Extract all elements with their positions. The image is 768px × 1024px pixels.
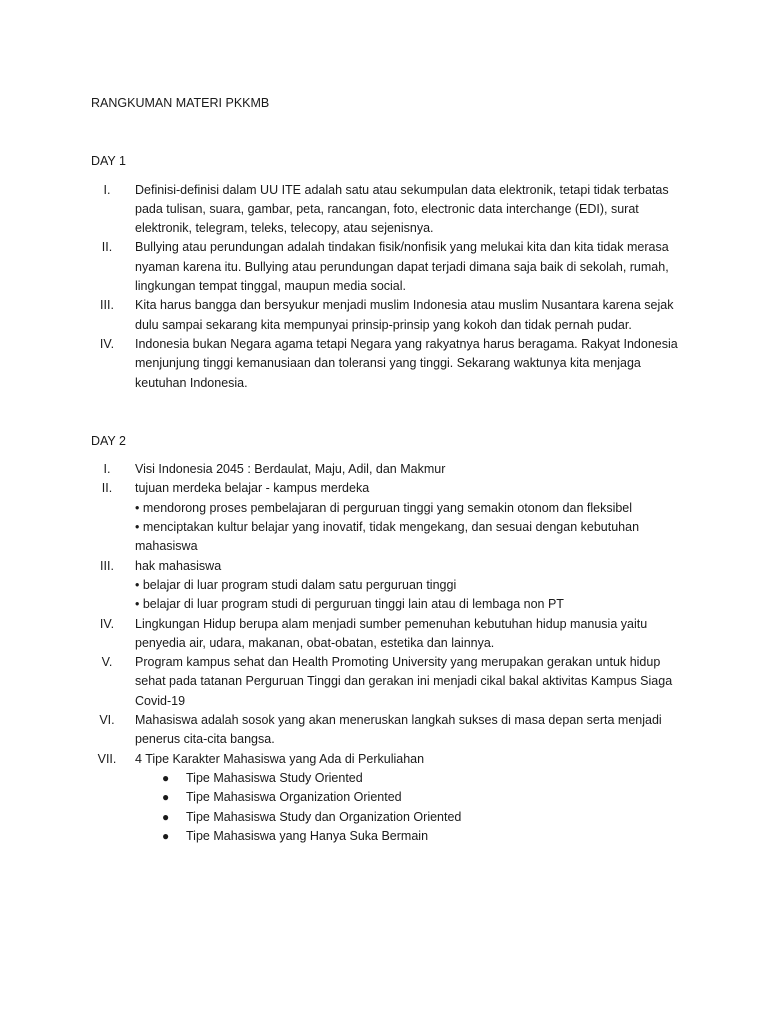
list-numeral: I.	[103, 182, 111, 197]
day1-item-3	[91, 296, 691, 335]
day1-section	[91, 152, 691, 393]
day1-item-4	[91, 335, 691, 393]
day2-item-6	[91, 711, 691, 750]
list-item-text: Program kampus sehat dan Health Promoting University yang merupakan gerakan untuk hidup sehat pada tatanan Perguruan Tinggi dan gerakan ini menjadi cikal bakal aktivitas Kampus Siaga Covid-19	[135, 655, 673, 708]
list-numeral: IV.	[99, 336, 115, 351]
day2-list	[91, 460, 691, 846]
list-item-text: tujuan merdeka belajar - kampus merdeka	[135, 481, 370, 496]
sub-point: • belajar di luar program studi dalam satu perguruan tinggi	[135, 577, 457, 592]
day2-heading: DAY 2	[91, 433, 126, 448]
bullet-list	[135, 769, 691, 846]
day2-item-1	[91, 460, 691, 479]
bullet-item	[135, 769, 691, 788]
bullet-text: Tipe Mahasiswa Study Oriented	[186, 770, 363, 785]
list-item-text: Mahasiswa adalah sosok yang akan meneruskan langkah sukses di masa depan serta menjadi penerus cita-cita bangsa.	[135, 713, 662, 747]
list-item-text: hak mahasiswa	[135, 558, 222, 573]
bullet-icon: ●	[162, 809, 170, 824]
spacer	[91, 451, 691, 460]
day1-heading: DAY 1	[91, 154, 126, 169]
bullet-text: Tipe Mahasiswa yang Hanya Suka Bermain	[186, 828, 429, 843]
bullet-icon: ●	[162, 790, 170, 805]
list-item-text: Indonesia bukan Negara agama tetapi Negara yang rakyatnya harus beragama. Rakyat Indonesia menjunjung tinggi kemanusiaan dan toleransi yang tinggi. Sekarang waktunya kita menjaga keutuhan Indonesia.	[135, 336, 678, 390]
list-item-text: Kita harus bangga dan bersyukur menjadi muslim Indonesia atau muslim Nusantara karena sejak dulu sampai sekarang kita mempunyai prinsip-prinsip yang kokoh dan tidak pernah pudar.	[135, 298, 674, 332]
document-title: RANGKUMAN MATERI PKKMB	[91, 96, 270, 110]
list-item-text: Lingkungan Hidup berupa alam menjadi sumber pemenuhan kebutuhan hidup manusia yaitu penyedia air, udara, makanan, obat-obatan, estetika dan lainnya.	[135, 616, 648, 650]
day1-item-2	[91, 238, 691, 296]
bullet-item	[135, 808, 691, 827]
day2-item-3	[91, 557, 691, 615]
list-numeral: IV.	[99, 616, 115, 631]
bullet-icon: ●	[162, 770, 170, 785]
bullet-item	[135, 827, 691, 846]
spacer	[91, 113, 691, 152]
list-numeral: V.	[101, 655, 113, 670]
spacer	[91, 172, 691, 181]
list-item-text: 4 Tipe Karakter Mahasiswa yang Ada di Perkuliahan	[135, 751, 425, 766]
document-body	[91, 94, 691, 846]
day2-section	[91, 432, 691, 846]
list-numeral: VII.	[97, 751, 117, 766]
day2-item-4	[91, 615, 691, 654]
list-numeral: III.	[100, 298, 114, 313]
bullet-item	[135, 788, 691, 807]
bullet-text: Tipe Mahasiswa Study dan Organization Oriented	[186, 809, 462, 824]
list-item-text: Bullying atau perundungan adalah tindakan fisik/nonfisik yang melukai kita dan kita tidak merasa nyaman karena itu. Bullying atau perundungan dapat terjadi dimana saja baik di sekolah, rumah, lingkungan tempat tinggal, maupun media social.	[135, 240, 669, 294]
list-numeral: I.	[103, 462, 111, 477]
sub-point: • menciptakan kultur belajar yang inovatif, tidak mengekang, dan sesuai dengan kebutuhan mahasiswa	[135, 520, 640, 554]
bullet-text: Tipe Mahasiswa Organization Oriented	[186, 790, 402, 805]
list-item-text: Definisi-definisi dalam UU ITE adalah satu atau sekumpulan data elektronik, tetapi tidak terbatas pada tulisan, suara, gambar, peta, rancangan, foto, electronic data interchange (EDI), surat elektronik, telegram, teleks, telecopy, atau sejenisnya.	[135, 182, 669, 236]
day1-item-1	[91, 181, 691, 239]
day1-list	[91, 181, 691, 393]
list-numeral: VI.	[99, 713, 115, 728]
day2-item-7	[91, 750, 691, 846]
spacer	[91, 393, 691, 432]
day2-item-2	[91, 479, 691, 556]
sub-point: • belajar di luar program studi di perguruan tinggi lain atau di lembaga non PT	[135, 597, 564, 612]
list-numeral: II.	[101, 240, 113, 255]
bullet-icon: ●	[162, 828, 170, 843]
day2-item-5	[91, 653, 691, 711]
list-numeral: II.	[101, 481, 113, 496]
list-numeral: III.	[100, 558, 114, 573]
sub-point: • mendorong proses pembelajaran di perguruan tinggi yang semakin otonom dan fleksibel	[135, 500, 633, 515]
list-item-text: Visi Indonesia 2045 : Berdaulat, Maju, Adil, dan Makmur	[135, 462, 446, 477]
